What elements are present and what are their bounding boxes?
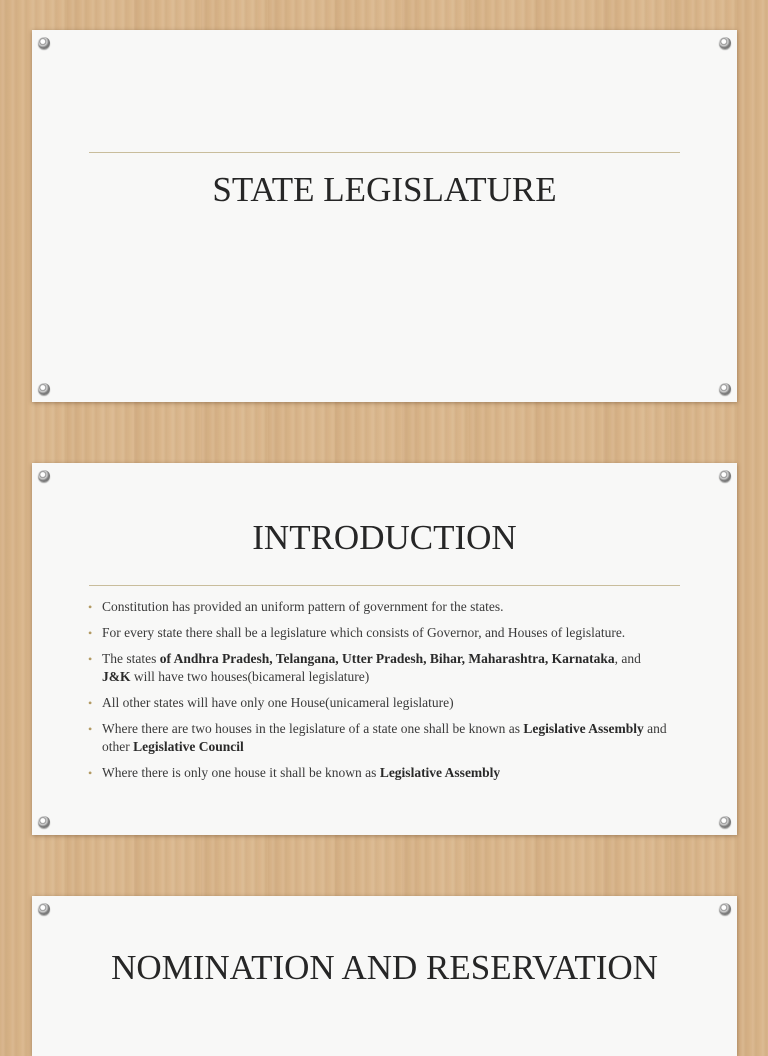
rivet-icon — [719, 816, 731, 828]
rivet-icon — [38, 383, 50, 395]
bullet-text: Where there are two houses in the legislature of a state one shall be known as — [102, 721, 524, 736]
slide-title: STATE LEGISLATURE — [212, 170, 557, 209]
bullet-icon: • — [88, 600, 93, 614]
slide-title: INTRODUCTION — [252, 518, 517, 557]
slide-nomination-and-reservation — [32, 896, 737, 1056]
list-item — [88, 598, 672, 616]
rivet-icon — [719, 470, 731, 482]
list-item — [88, 694, 672, 712]
slide-introduction — [32, 463, 737, 835]
list-item — [88, 764, 672, 782]
list-item — [88, 720, 672, 756]
rivet-icon — [719, 37, 731, 49]
rivet-icon — [38, 816, 50, 828]
bullet-bold-text: of Andhra Pradesh, Telangana, Utter Pradesh, Bihar, Maharashtra, Karnataka — [159, 651, 615, 666]
bullet-icon: • — [88, 722, 93, 736]
slide-state-legislature — [32, 30, 737, 402]
bullet-icon: • — [88, 652, 93, 666]
bullet-icon: • — [88, 766, 93, 780]
rivet-icon — [38, 37, 50, 49]
bullet-text: , and — [614, 651, 641, 666]
bullet-text: The states — [102, 651, 160, 666]
bullet-text: and other — [102, 721, 667, 754]
rivet-icon — [719, 903, 731, 915]
title-divider — [89, 585, 680, 586]
bullet-text: All other states will have only one House(unicameral legislature) — [102, 695, 454, 710]
rivet-icon — [719, 383, 731, 395]
list-item — [88, 650, 672, 686]
bullet-text: will have two houses(bicameral legislature) — [130, 669, 370, 684]
bullet-bold-text: Legislative Assembly — [523, 721, 644, 736]
bullet-icon: • — [88, 696, 93, 710]
slide-title: NOMINATION AND RESERVATION — [111, 948, 658, 987]
title-divider — [89, 152, 680, 153]
list-item — [88, 624, 672, 642]
bullet-bold-text: Legislative Assembly — [379, 765, 501, 780]
bullet-bold-text: Legislative Council — [133, 739, 244, 754]
rivet-icon — [38, 470, 50, 482]
bullet-list — [88, 598, 672, 790]
bullet-text: For every state there shall be a legislature which consists of Governor, and Houses of legislature. — [102, 625, 626, 640]
bullet-icon: • — [88, 626, 93, 640]
bullet-text: Where there is only one house it shall be known as — [102, 765, 380, 780]
bullet-bold-text: J&K — [102, 669, 131, 684]
bullet-text: Constitution has provided an uniform pattern of government for the states. — [102, 599, 504, 614]
rivet-icon — [38, 903, 50, 915]
